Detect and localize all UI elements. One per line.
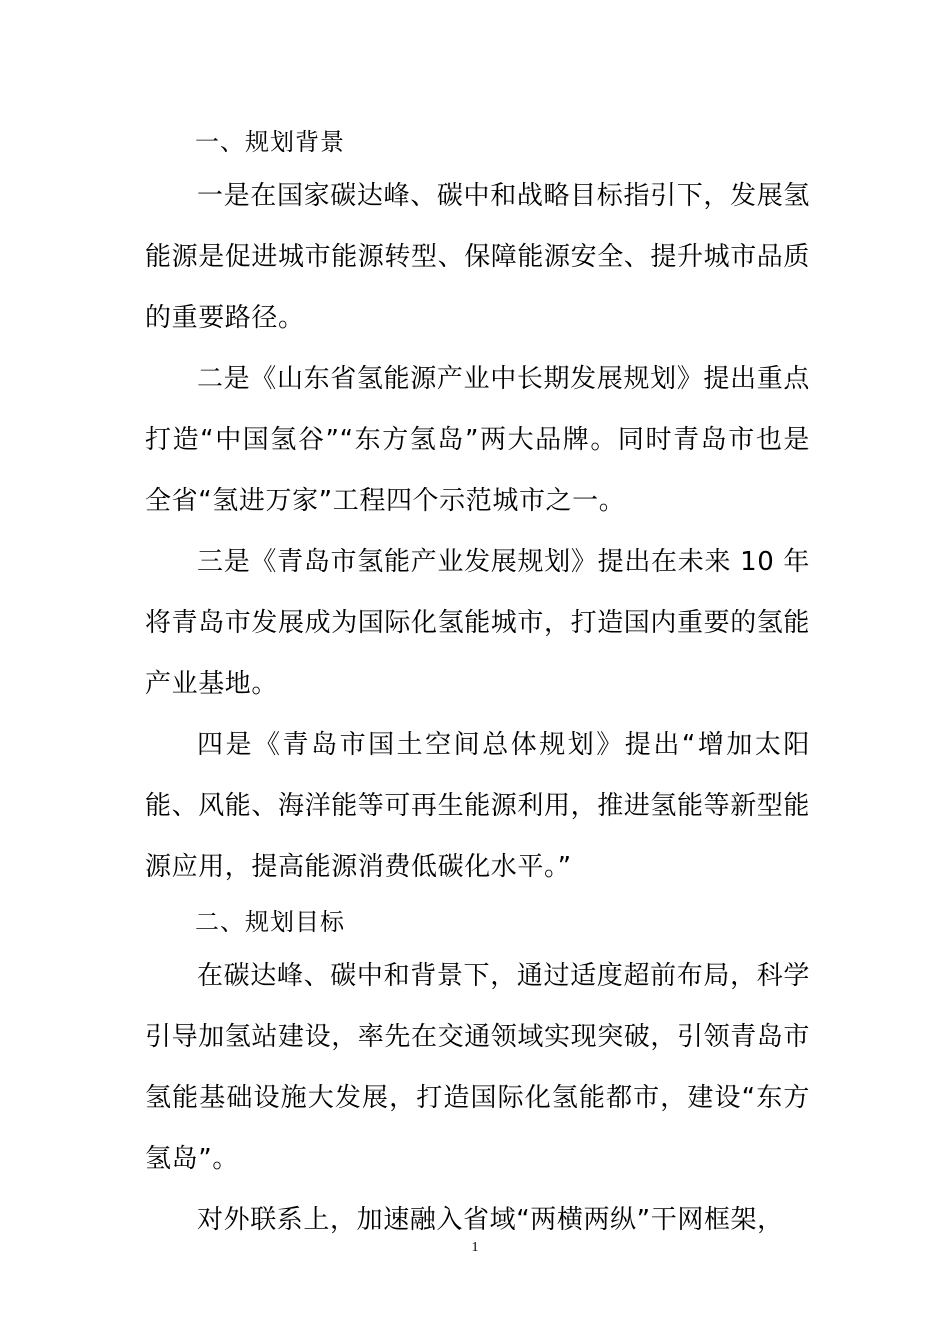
section-heading-planning-background: 一、规划背景 xyxy=(195,128,345,156)
section-heading-planning-goals: 二、规划目标 xyxy=(195,908,345,936)
paragraph-qingdao-territorial-plan: 四是《青岛市国土空间总体规划》提出“增加太阳能、风能、海洋能等可再生能源利用，推进氢能等新型能源应用，提高能源消费低碳化水平。” xyxy=(145,730,811,882)
page-number: 1 xyxy=(471,1240,479,1255)
paragraph-shandong-hydrogen-plan: 二是《山东省氢能源产业中长期发展规划》提出重点打造“中国氢谷”“东方氢岛”两大品牌。同时青岛市也是全省“氢进万家”工程四个示范城市之一。 xyxy=(145,364,810,516)
paragraph-planning-goal: 在碳达峰、碳中和背景下，通过适度超前布局，科学引导加氢站建设，率先在交通领域实现突破，引领青岛市氢能基础设施大发展，打造国际化氢能都市，建设“东方氢岛”。 xyxy=(145,961,811,1174)
document-body xyxy=(145,118,810,1251)
paragraph-external-connection: 对外联系上，加速融入省域“两横两纵”干网框架， xyxy=(197,1205,784,1235)
paragraph-qingdao-hydrogen-plan: 三是《青岛市氢能产业发展规划》提出在未来 10 年将青岛市发展成为国际化氢能城市，打造国内重要的氢能产业基地。 xyxy=(145,547,811,699)
paragraph-national-carbon-goals: 一是在国家碳达峰、碳中和战略目标指引下，发展氢能源是促进城市能源转型、保障能源安全、提升城市品质的重要路径。 xyxy=(145,181,811,333)
